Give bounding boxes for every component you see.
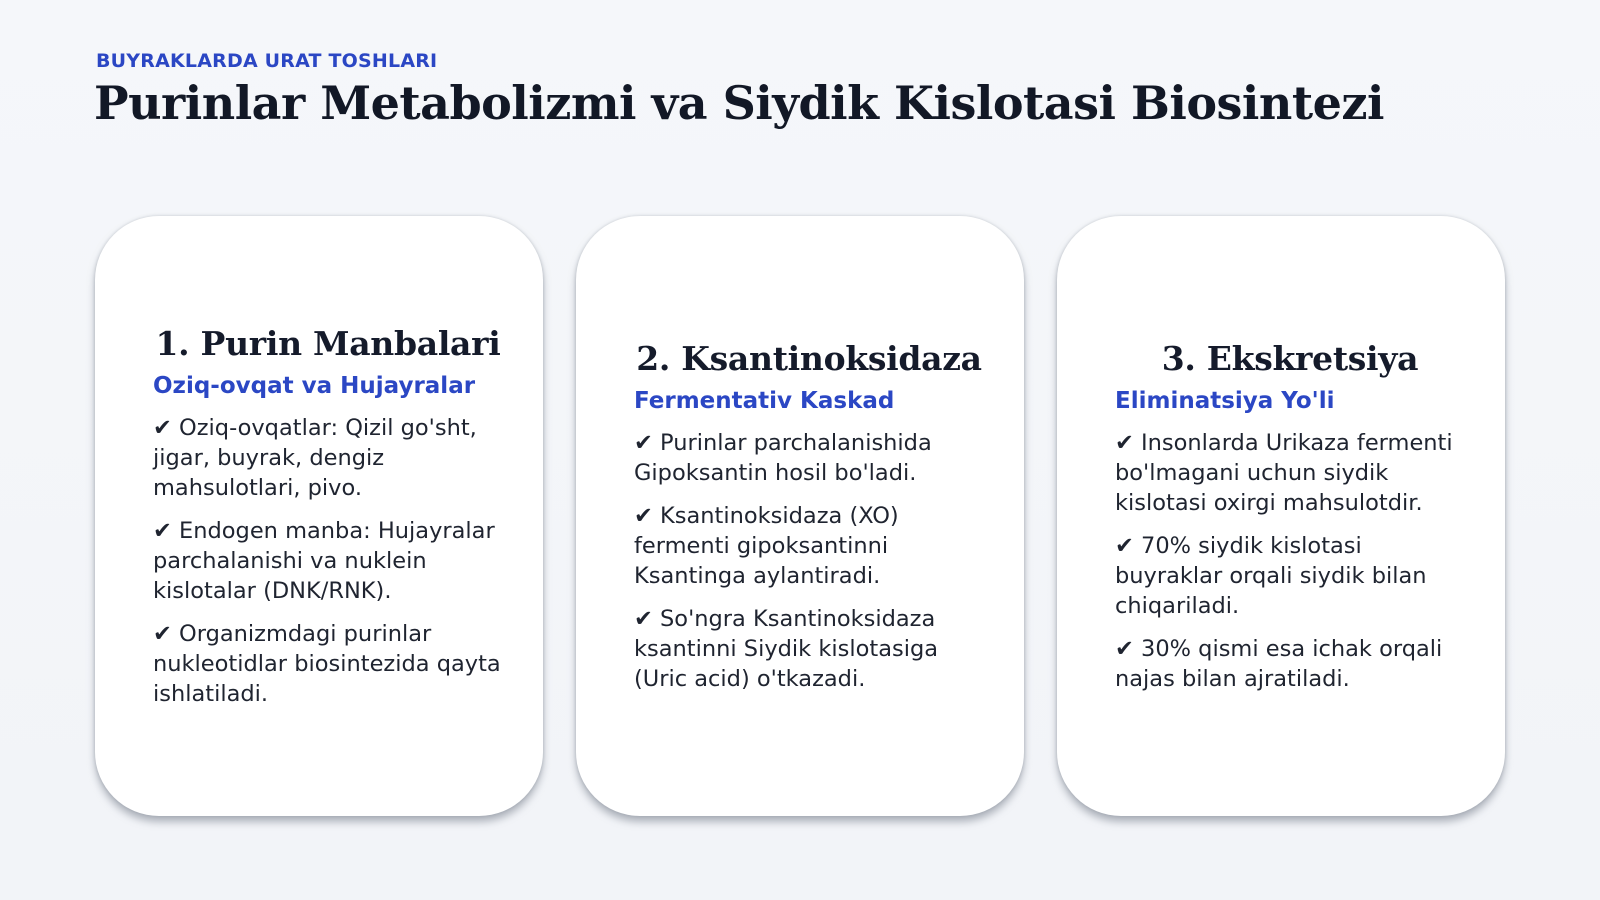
checkmark-icon: ✔ <box>1115 429 1134 456</box>
bullet-item <box>634 428 984 488</box>
bullet-item <box>153 516 503 606</box>
card-content <box>153 216 503 816</box>
bullet-text: Oziq-ovqatlar: Qizil go'sht, jigar, buyrak, dengiz mahsulotlari, pivo. <box>153 414 477 501</box>
bullet-text: Organizmdagi purinlar nukleotidlar biosintezida qayta ishlatiladi. <box>153 620 501 707</box>
card-xanthine-oxidase <box>576 216 1024 816</box>
card-subtitle: Fermentativ Kaskad <box>634 387 895 414</box>
bullet-item <box>153 413 503 503</box>
checkmark-icon: ✔ <box>153 414 172 441</box>
checkmark-icon: ✔ <box>634 502 653 529</box>
card-subtitle: Eliminatsiya Yo'li <box>1115 387 1335 414</box>
bullet-item <box>1115 428 1465 518</box>
bullet-item <box>153 619 503 709</box>
bullet-text: Ksantinoksidaza (XO) fermenti gipoksantinni Ksantinga aylantiradi. <box>634 502 899 589</box>
bullet-list <box>634 428 984 694</box>
bullet-text: 30% qismi esa ichak orqali najas bilan ajratiladi. <box>1115 635 1443 692</box>
card-subtitle: Oziq-ovqat va Hujayralar <box>153 372 476 399</box>
bullet-list <box>1115 428 1465 694</box>
bullet-text: So'ngra Ksantinoksidaza ksantinni Siydik kislotasiga (Uric acid) o'tkazadi. <box>634 605 939 692</box>
bullet-item <box>634 501 984 591</box>
bullet-text: 70% siydik kislotasi buyraklar orqali siydik bilan chiqariladi. <box>1115 532 1427 619</box>
bullet-item <box>1115 634 1465 694</box>
card-purine-sources <box>95 216 543 816</box>
bullet-list <box>153 413 503 709</box>
cards-row <box>95 216 1505 816</box>
card-excretion <box>1057 216 1505 816</box>
checkmark-icon: ✔ <box>153 620 172 647</box>
card-title: 1. Purin Manbalari <box>155 323 501 363</box>
page-title: Purinlar Metabolizmi va Siydik Kislotasi Biosintezi <box>94 76 1384 130</box>
checkmark-icon: ✔ <box>634 605 653 632</box>
card-title: 3. Ekskretsiya <box>1161 338 1419 378</box>
bullet-item <box>1115 531 1465 621</box>
bullet-item <box>634 604 984 694</box>
card-content <box>634 216 984 816</box>
checkmark-icon: ✔ <box>1115 635 1134 662</box>
card-title: 2. Ksantinoksidaza <box>636 338 982 378</box>
bullet-text: Purinlar parchalanishida Gipoksantin hosil bo'ladi. <box>634 429 932 486</box>
checkmark-icon: ✔ <box>634 429 653 456</box>
card-content <box>1115 216 1465 816</box>
checkmark-icon: ✔ <box>153 517 172 544</box>
bullet-text: Endogen manba: Hujayralar parchalanishi va nuklein kislotalar (DNK/RNK). <box>153 517 495 604</box>
bullet-text: Insonlarda Urikaza fermenti bo'lmagani uchun siydik kislotasi oxirgi mahsulotdir. <box>1115 429 1453 516</box>
checkmark-icon: ✔ <box>1115 532 1134 559</box>
section-kicker: BUYRAKLARDA URAT TOSHLARI <box>96 50 438 72</box>
